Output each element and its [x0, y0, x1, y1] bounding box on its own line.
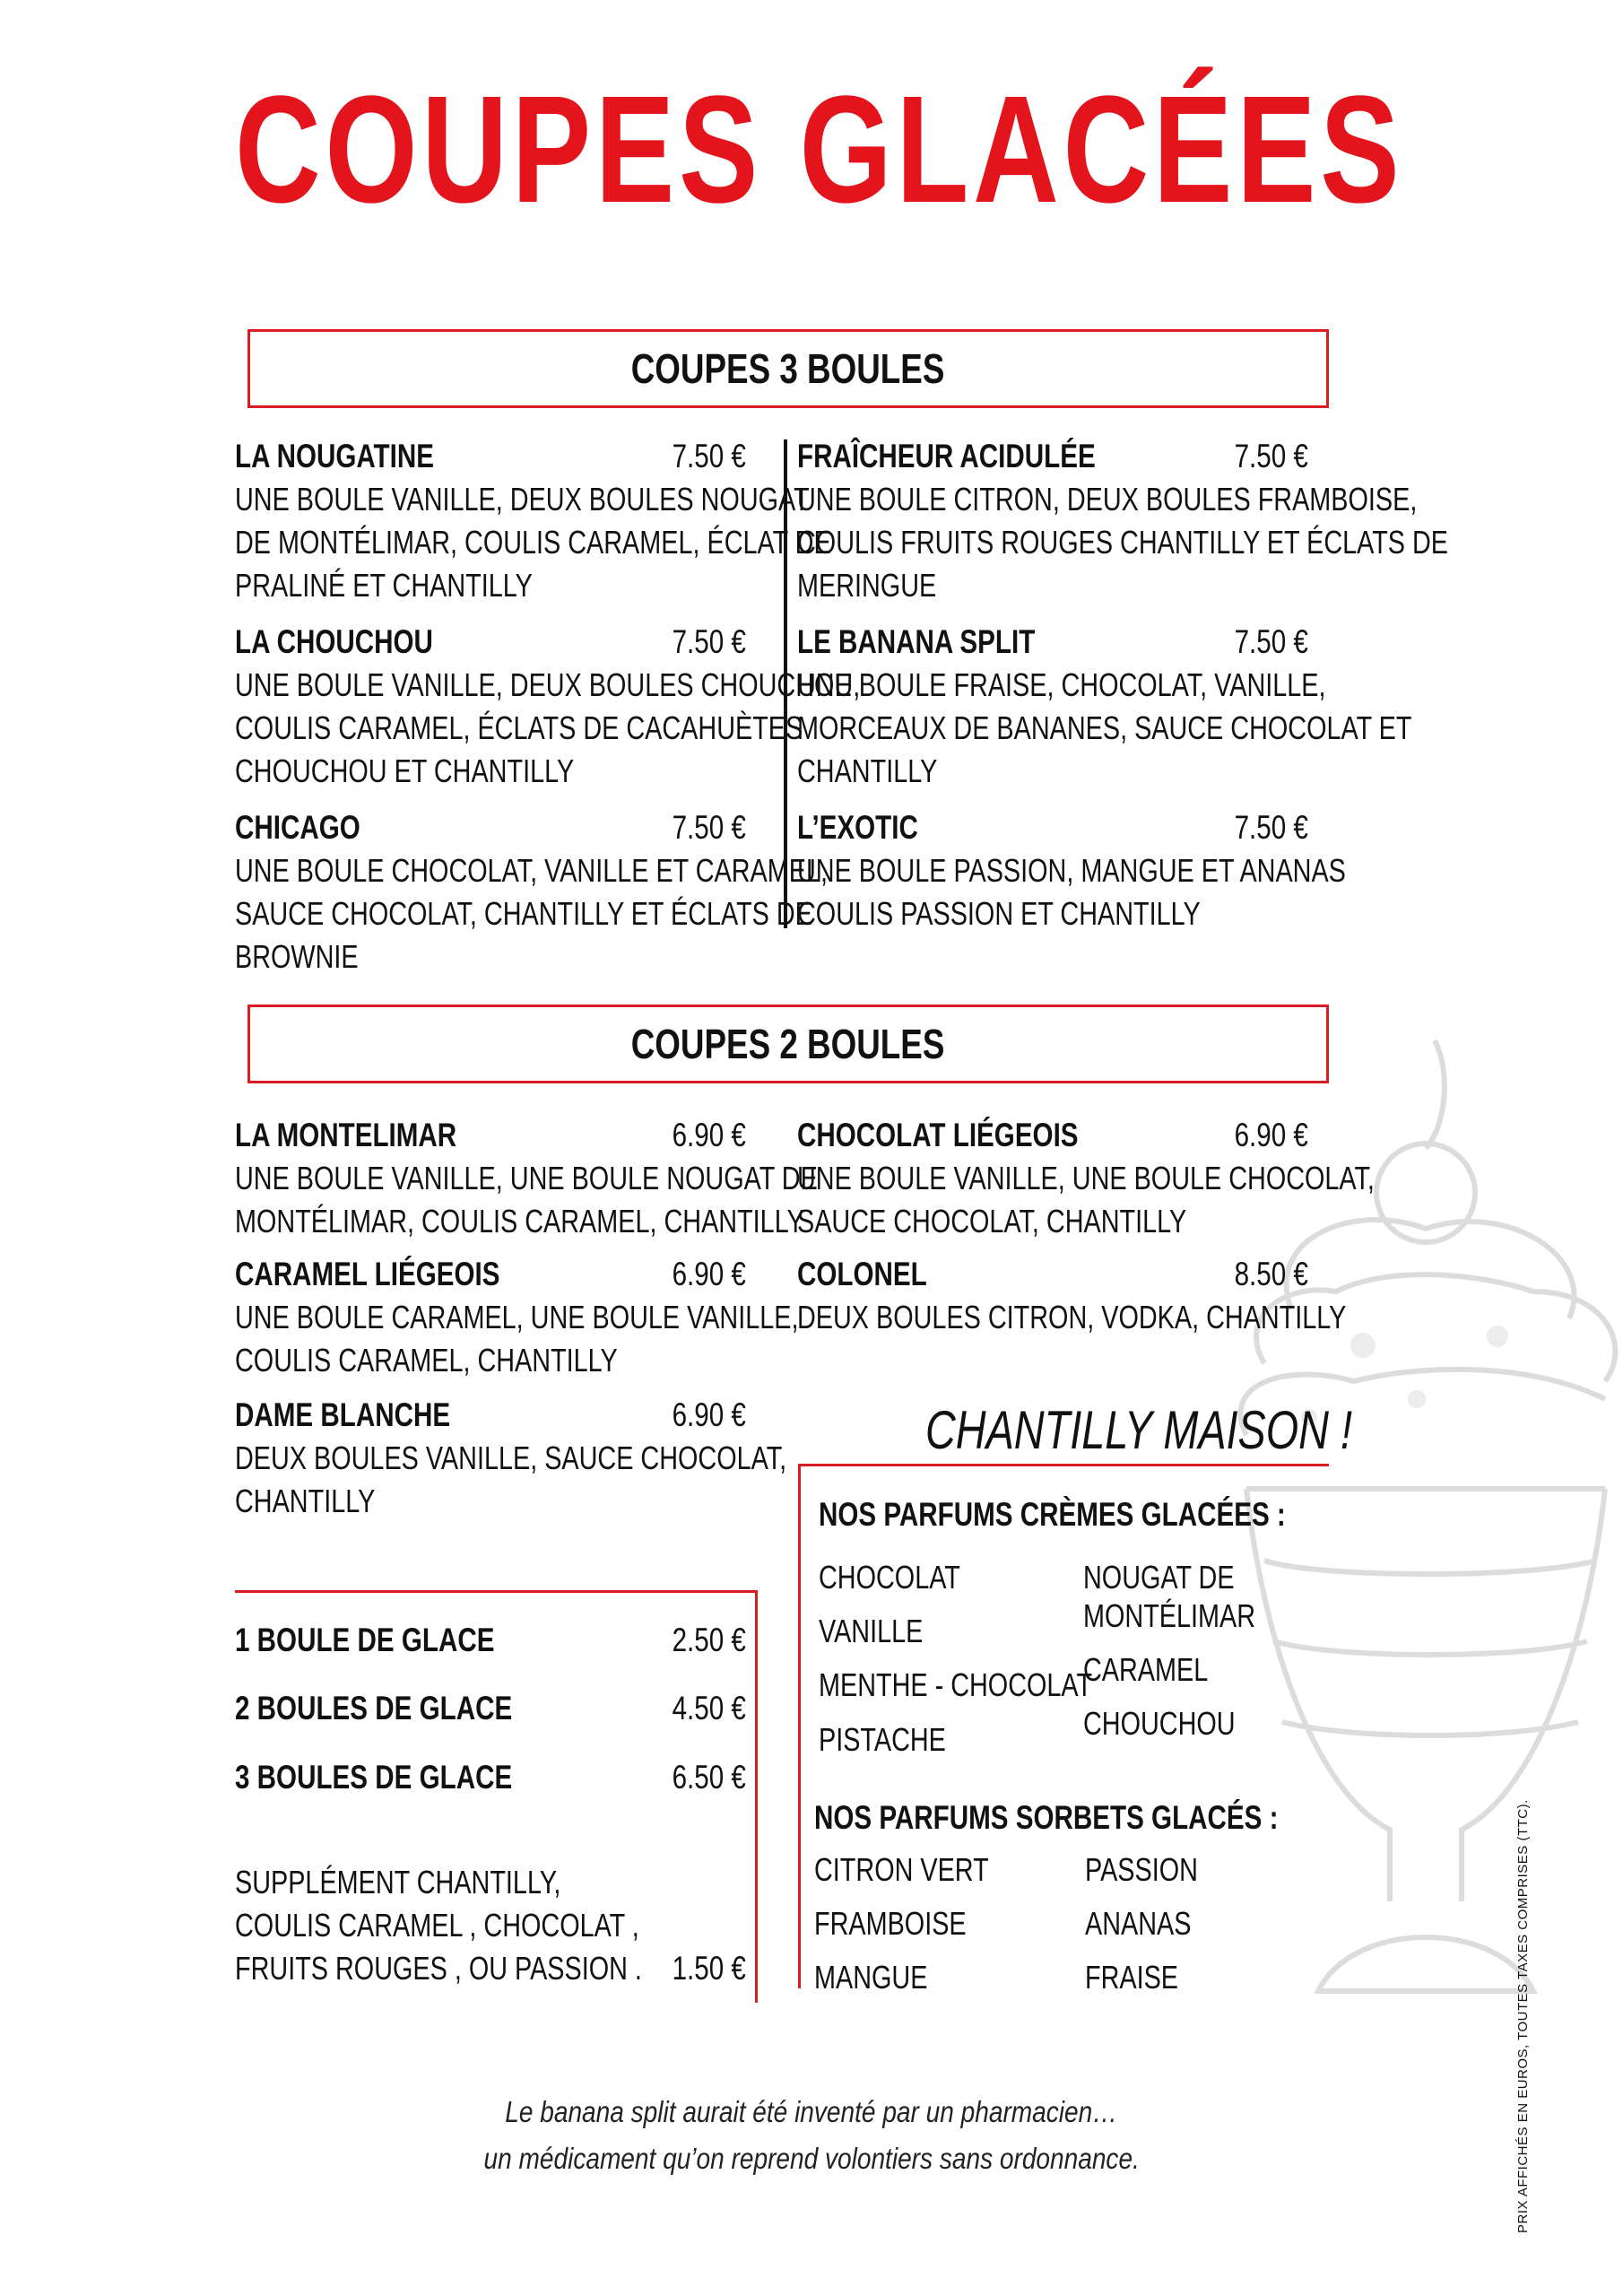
- item-desc-line: UNE BOULE VANILLE, UNE BOULE CHOCOLAT,: [797, 1160, 1375, 1196]
- item-name: CHOCOLAT LIÉGEOIS: [797, 1117, 1079, 1153]
- item-price: 7.50 €: [672, 809, 746, 846]
- flavour-item: CARAMEL: [1083, 1651, 1209, 1688]
- section-header-three-scoops: [247, 329, 1329, 408]
- item-desc-line: UNE BOULE VANILLE, UNE BOULE NOUGAT DE: [235, 1160, 818, 1196]
- scoop-label: 1 BOULE DE GLACE: [235, 1622, 495, 1658]
- flavour-item: VANILLE: [819, 1613, 924, 1649]
- scoop-label: 2 BOULES DE GLACE: [235, 1690, 513, 1726]
- scoop-label: 3 BOULES DE GLACE: [235, 1759, 513, 1796]
- item-desc-line: SAUCE CHOCOLAT, CHANTILLY ET ÉCLATS DE: [235, 895, 812, 932]
- supplement-line: COULIS CARAMEL , CHOCOLAT ,: [235, 1907, 639, 1944]
- item-price: 7.50 €: [1234, 623, 1308, 660]
- flavours-top-rule: [798, 1464, 1329, 1466]
- footer-quote-line: [0, 2090, 1623, 2135]
- item-desc-line: DE MONTÉLIMAR, COULIS CARAMEL, ÉCLAT DE: [235, 524, 831, 561]
- flavour-item: CITRON VERT: [814, 1851, 989, 1888]
- footer-quote-line: [0, 2136, 1623, 2181]
- flavour-item: MONTÉLIMAR: [1083, 1597, 1256, 1634]
- item-desc-line: BROWNIE: [235, 938, 359, 975]
- item-price: 7.50 €: [672, 438, 746, 474]
- item-desc-line: MONTÉLIMAR, COULIS CARAMEL, CHANTILLY: [235, 1203, 804, 1239]
- item-name: COLONEL: [797, 1256, 927, 1292]
- item-price: 7.50 €: [672, 623, 746, 660]
- section-title-two-scoops: COUPES 2 BOULES: [631, 1021, 945, 1067]
- item-name: CARAMEL LIÉGEOIS: [235, 1256, 500, 1292]
- item-name: FRAÎCHEUR ACIDULÉE: [797, 438, 1096, 474]
- scoops-side-rule: [755, 1590, 758, 2003]
- item-desc-line: COULIS PASSION ET CHANTILLY: [797, 895, 1201, 932]
- flavour-item: MANGUE: [814, 1959, 928, 1996]
- supplement-line: SUPPLÉMENT CHANTILLY,: [235, 1864, 561, 1900]
- item-desc-line: PRALINÉ ET CHANTILLY: [235, 567, 533, 604]
- flavour-item: NOUGAT DE: [1083, 1559, 1235, 1596]
- item-name: LA NOUGATINE: [235, 438, 434, 474]
- item-desc-line: CHANTILLY: [797, 752, 938, 789]
- page-title: COUPES GLACÉES: [235, 65, 1404, 235]
- vat-note: PRIX AFFICHÉS EN EUROS, TOUTES TAXES COMPRISES (TTC).: [1515, 1799, 1531, 2233]
- item-desc-line: COULIS CARAMEL, CHANTILLY: [235, 1342, 618, 1378]
- supplement-price: 1.50 €: [672, 1950, 746, 1987]
- flavour-item: ANANAS: [1085, 1905, 1192, 1942]
- section-header-two-scoops: [247, 1004, 1329, 1083]
- item-desc-line: CHOUCHOU ET CHANTILLY: [235, 752, 575, 789]
- item-name: LA MONTELIMAR: [235, 1117, 457, 1153]
- item-price: 6.90 €: [1234, 1117, 1308, 1153]
- item-desc-line: CHANTILLY: [235, 1483, 376, 1519]
- item-price: 7.50 €: [1234, 809, 1308, 846]
- item-desc-line: DEUX BOULES CITRON, VODKA, CHANTILLY: [797, 1299, 1347, 1335]
- item-desc-line: UNE BOULE CHOCOLAT, VANILLE ET CARAMEL,: [235, 852, 828, 889]
- item-desc-line: UNE BOULE VANILLE, DEUX BOULES NOUGAT: [235, 481, 810, 517]
- supplement-line: FRUITS ROUGES , OU PASSION .: [235, 1950, 642, 1987]
- item-name: L’EXOTIC: [797, 809, 918, 846]
- item-desc-line: SAUCE CHOCOLAT, CHANTILLY: [797, 1203, 1187, 1239]
- item-desc-line: MORCEAUX DE BANANES, SAUCE CHOCOLAT ET: [797, 709, 1412, 746]
- item-price: 6.90 €: [672, 1256, 746, 1292]
- item-desc-line: UNE BOULE VANILLE, DEUX BOULES CHOUCHOU,: [235, 666, 861, 703]
- flavour-item: CHOCOLAT: [819, 1559, 960, 1596]
- scoop-price: 4.50 €: [672, 1690, 746, 1726]
- flavour-item: PISTACHE: [819, 1721, 946, 1758]
- flavours-side-rule: [798, 1464, 801, 1988]
- scoops-top-rule: [235, 1590, 757, 1593]
- item-price: 8.50 €: [1234, 1256, 1308, 1292]
- item-name: LE BANANA SPLIT: [797, 623, 1036, 660]
- footer-quote-text: un médicament qu’on reprend volontiers sans ordonnance.: [483, 2142, 1140, 2175]
- chantilly-maison-banner: CHANTILLY MAISON !: [925, 1400, 1352, 1460]
- flavour-item: PASSION: [1085, 1851, 1198, 1888]
- cremes-title: NOS PARFUMS CRÈMES GLACÉES :: [819, 1496, 1286, 1533]
- item-price: 7.50 €: [1234, 438, 1308, 474]
- scoop-price: 6.50 €: [672, 1759, 746, 1796]
- item-desc-line: UNE BOULE PASSION, MANGUE ET ANANAS: [797, 852, 1346, 889]
- item-desc-line: COULIS CARAMEL, ÉCLATS DE CACAHUÈTES: [235, 709, 803, 746]
- flavour-item: CHOUCHOU: [1083, 1705, 1236, 1742]
- item-name: DAME BLANCHE: [235, 1396, 451, 1433]
- flavour-item: MENTHE - CHOCOLAT: [819, 1666, 1093, 1703]
- footer-quote-text: Le banana split aurait été inventé par un pharmacien…: [505, 2095, 1118, 2128]
- sorbets-title: NOS PARFUMS SORBETS GLACÉS :: [814, 1799, 1279, 1836]
- item-desc-line: COULIS FRUITS ROUGES CHANTILLY ET ÉCLATS DE: [797, 524, 1449, 561]
- item-name: CHICAGO: [235, 809, 360, 846]
- item-price: 6.90 €: [672, 1396, 746, 1433]
- item-desc-line: UNE BOULE CARAMEL, UNE BOULE VANILLE,: [235, 1299, 799, 1335]
- scoop-price: 2.50 €: [672, 1622, 746, 1658]
- item-name: LA CHOUCHOU: [235, 623, 433, 660]
- item-desc-line: MERINGUE: [797, 567, 937, 604]
- item-price: 6.90 €: [672, 1117, 746, 1153]
- item-desc-line: DEUX BOULES VANILLE, SAUCE CHOCOLAT,: [235, 1439, 787, 1476]
- flavour-item: FRAISE: [1085, 1959, 1179, 1996]
- section-title-three-scoops: COUPES 3 BOULES: [631, 345, 945, 392]
- flavour-item: FRAMBOISE: [814, 1905, 967, 1942]
- item-desc-line: UNE BOULE FRAISE, CHOCOLAT, VANILLE,: [797, 666, 1326, 703]
- item-desc-line: UNE BOULE CITRON, DEUX BOULES FRAMBOISE,: [797, 481, 1418, 517]
